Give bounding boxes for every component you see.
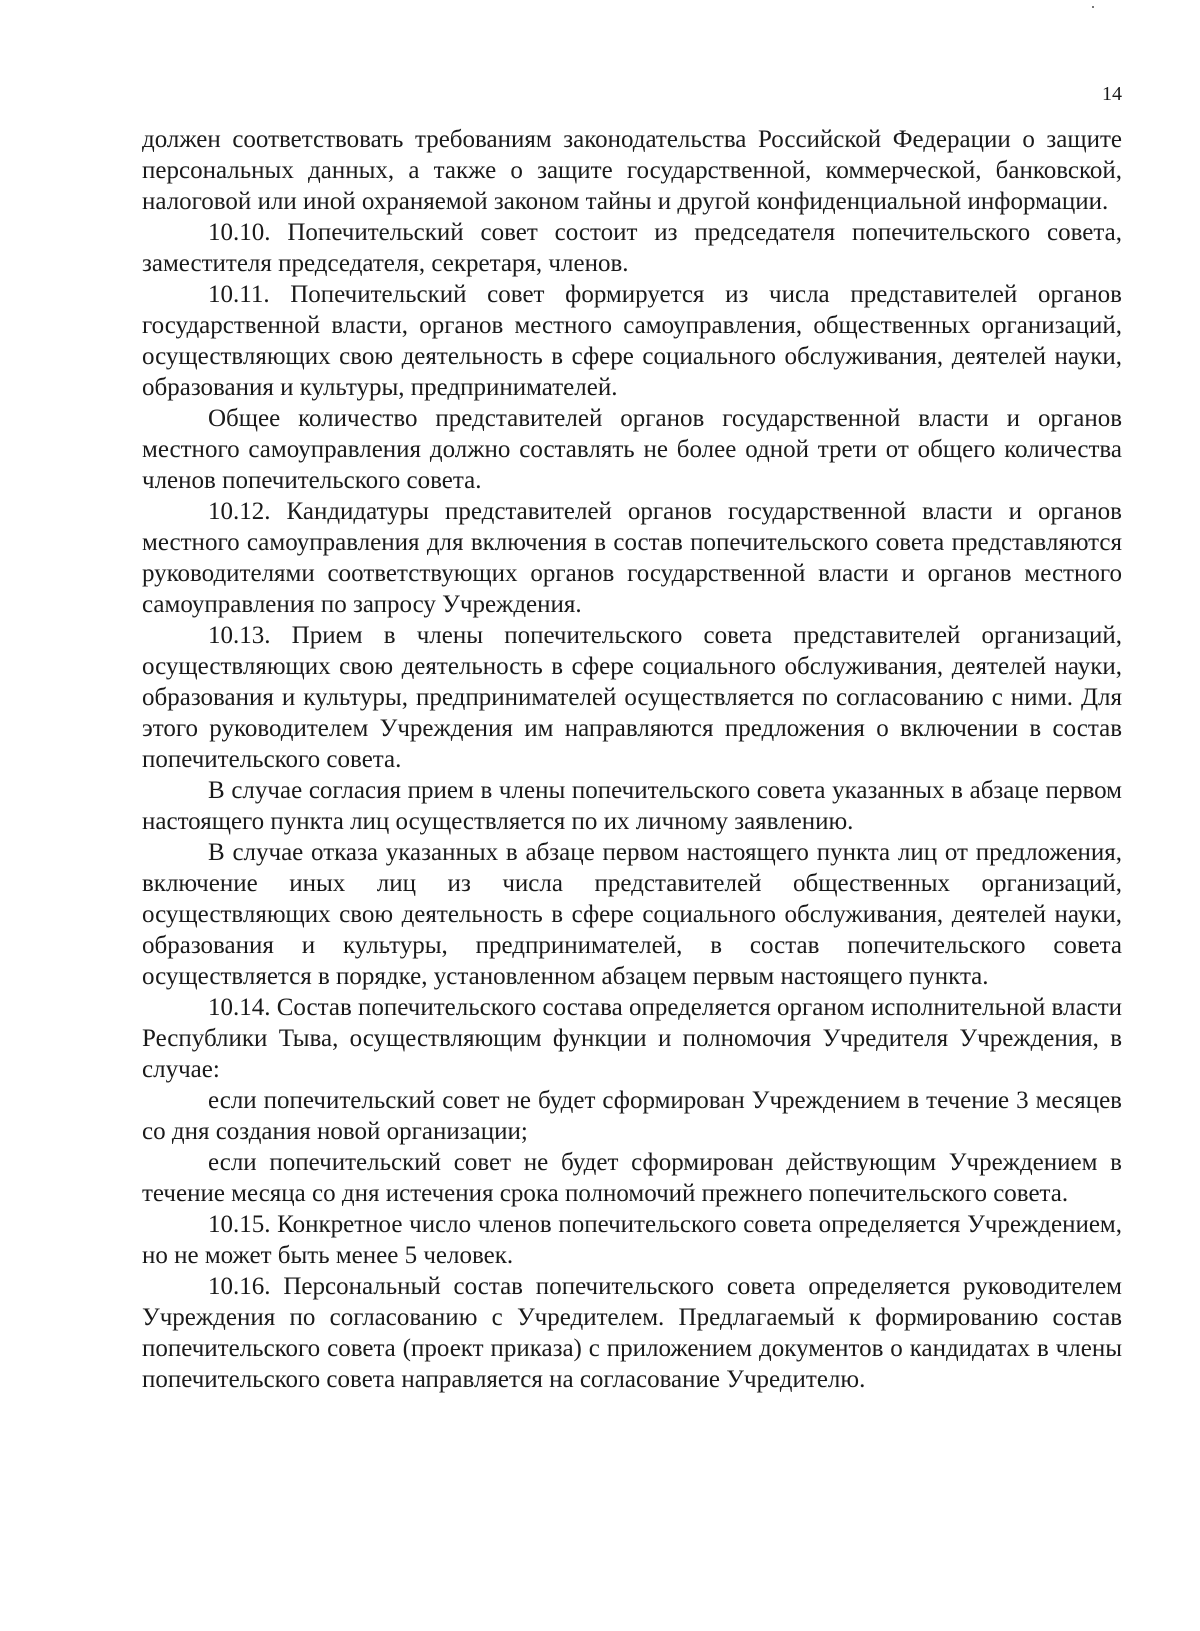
- page-number: 14: [1102, 83, 1122, 105]
- paragraph-10-13-consent: В случае согласия прием в члены попечительского совета указанных в абзаце первом настоящего пункта лиц осуществляется по их личному заявлению.: [142, 777, 1122, 835]
- scan-speck: [1092, 6, 1094, 8]
- document-body: [142, 124, 1122, 1395]
- paragraph-10-14-case-1: если попечительский совет не будет сформирован Учреждением в течение 3 месяцев со дня создания новой организации;: [142, 1087, 1122, 1145]
- paragraph-continuation: должен соответствовать требованиям законодательства Российской Федерации о защите персональных данных, а также о защите государственной, коммерческой, банковской, налоговой или иной охраняемой законом тайны и другой конфиденциальной информации.: [142, 126, 1122, 215]
- paragraph-10-13: 10.13. Прием в члены попечительского совета представителей организаций, осуществляющих свою деятельность в сфере социального обслуживания, деятелей науки, образования и культуры, предпринимателей осуществляется по согласованию с ними. Для этого руководителем Учреждения им направляются предложения о включении в состав попечительского совета.: [142, 622, 1122, 773]
- paragraph-10-14-case-2: если попечительский совет не будет сформирован действующим Учреждением в течение месяца со дня истечения срока полномочий прежнего попечительского совета.: [142, 1149, 1122, 1207]
- paragraph-10-10: 10.10. Попечительский совет состоит из председателя попечительского совета, заместителя председателя, секретаря, членов.: [142, 219, 1122, 277]
- paragraph-10-11: 10.11. Попечительский совет формируется из числа представителей органов государственной власти, органов местного самоуправления, общественных организаций, осуществляющих свою деятельность в сфере социального обслуживания, деятелей науки, образования и культуры, предпринимателей.: [142, 281, 1122, 401]
- paragraph-10-12: 10.12. Кандидатуры представителей органов государственной власти и органов местного самоуправления для включения в состав попечительского совета представляются руководителями соответствующих органов государственной власти и органов местного самоуправления по запросу Учреждения.: [142, 498, 1122, 618]
- paragraph-10-16: 10.16. Персональный состав попечительского совета определяется руководителем Учреждения по согласованию с Учредителем. Предлагаемый к формированию состав попечительского совета (проект приказа) с приложением документов о кандидатах в члены попечительского совета направляется на согласование Учредителю.: [142, 1273, 1122, 1393]
- paragraph-10-13-refusal: В случае отказа указанных в абзаце первом настоящего пункта лиц от предложения, включение иных лиц из числа представителей общественных организаций, осуществляющих свою деятельность в сфере социального обслуживания, деятелей науки, образования и культуры, предпринимателей, в состав попечительского совета осуществляется в порядке, установленном абзацем первым настоящего пункта.: [142, 839, 1122, 990]
- paragraph-10-11-total: Общее количество представителей органов государственной власти и органов местного самоуправления должно составлять не более одной трети от общего количества членов попечительского совета.: [142, 405, 1122, 494]
- paragraph-10-14: 10.14. Состав попечительского состава определяется органом исполнительной власти Республики Тыва, осуществляющим функции и полномочия Учредителя Учреждения, в случае:: [142, 994, 1122, 1083]
- paragraph-10-15: 10.15. Конкретное число членов попечительского совета определяется Учреждением, но не может быть менее 5 человек.: [142, 1211, 1122, 1269]
